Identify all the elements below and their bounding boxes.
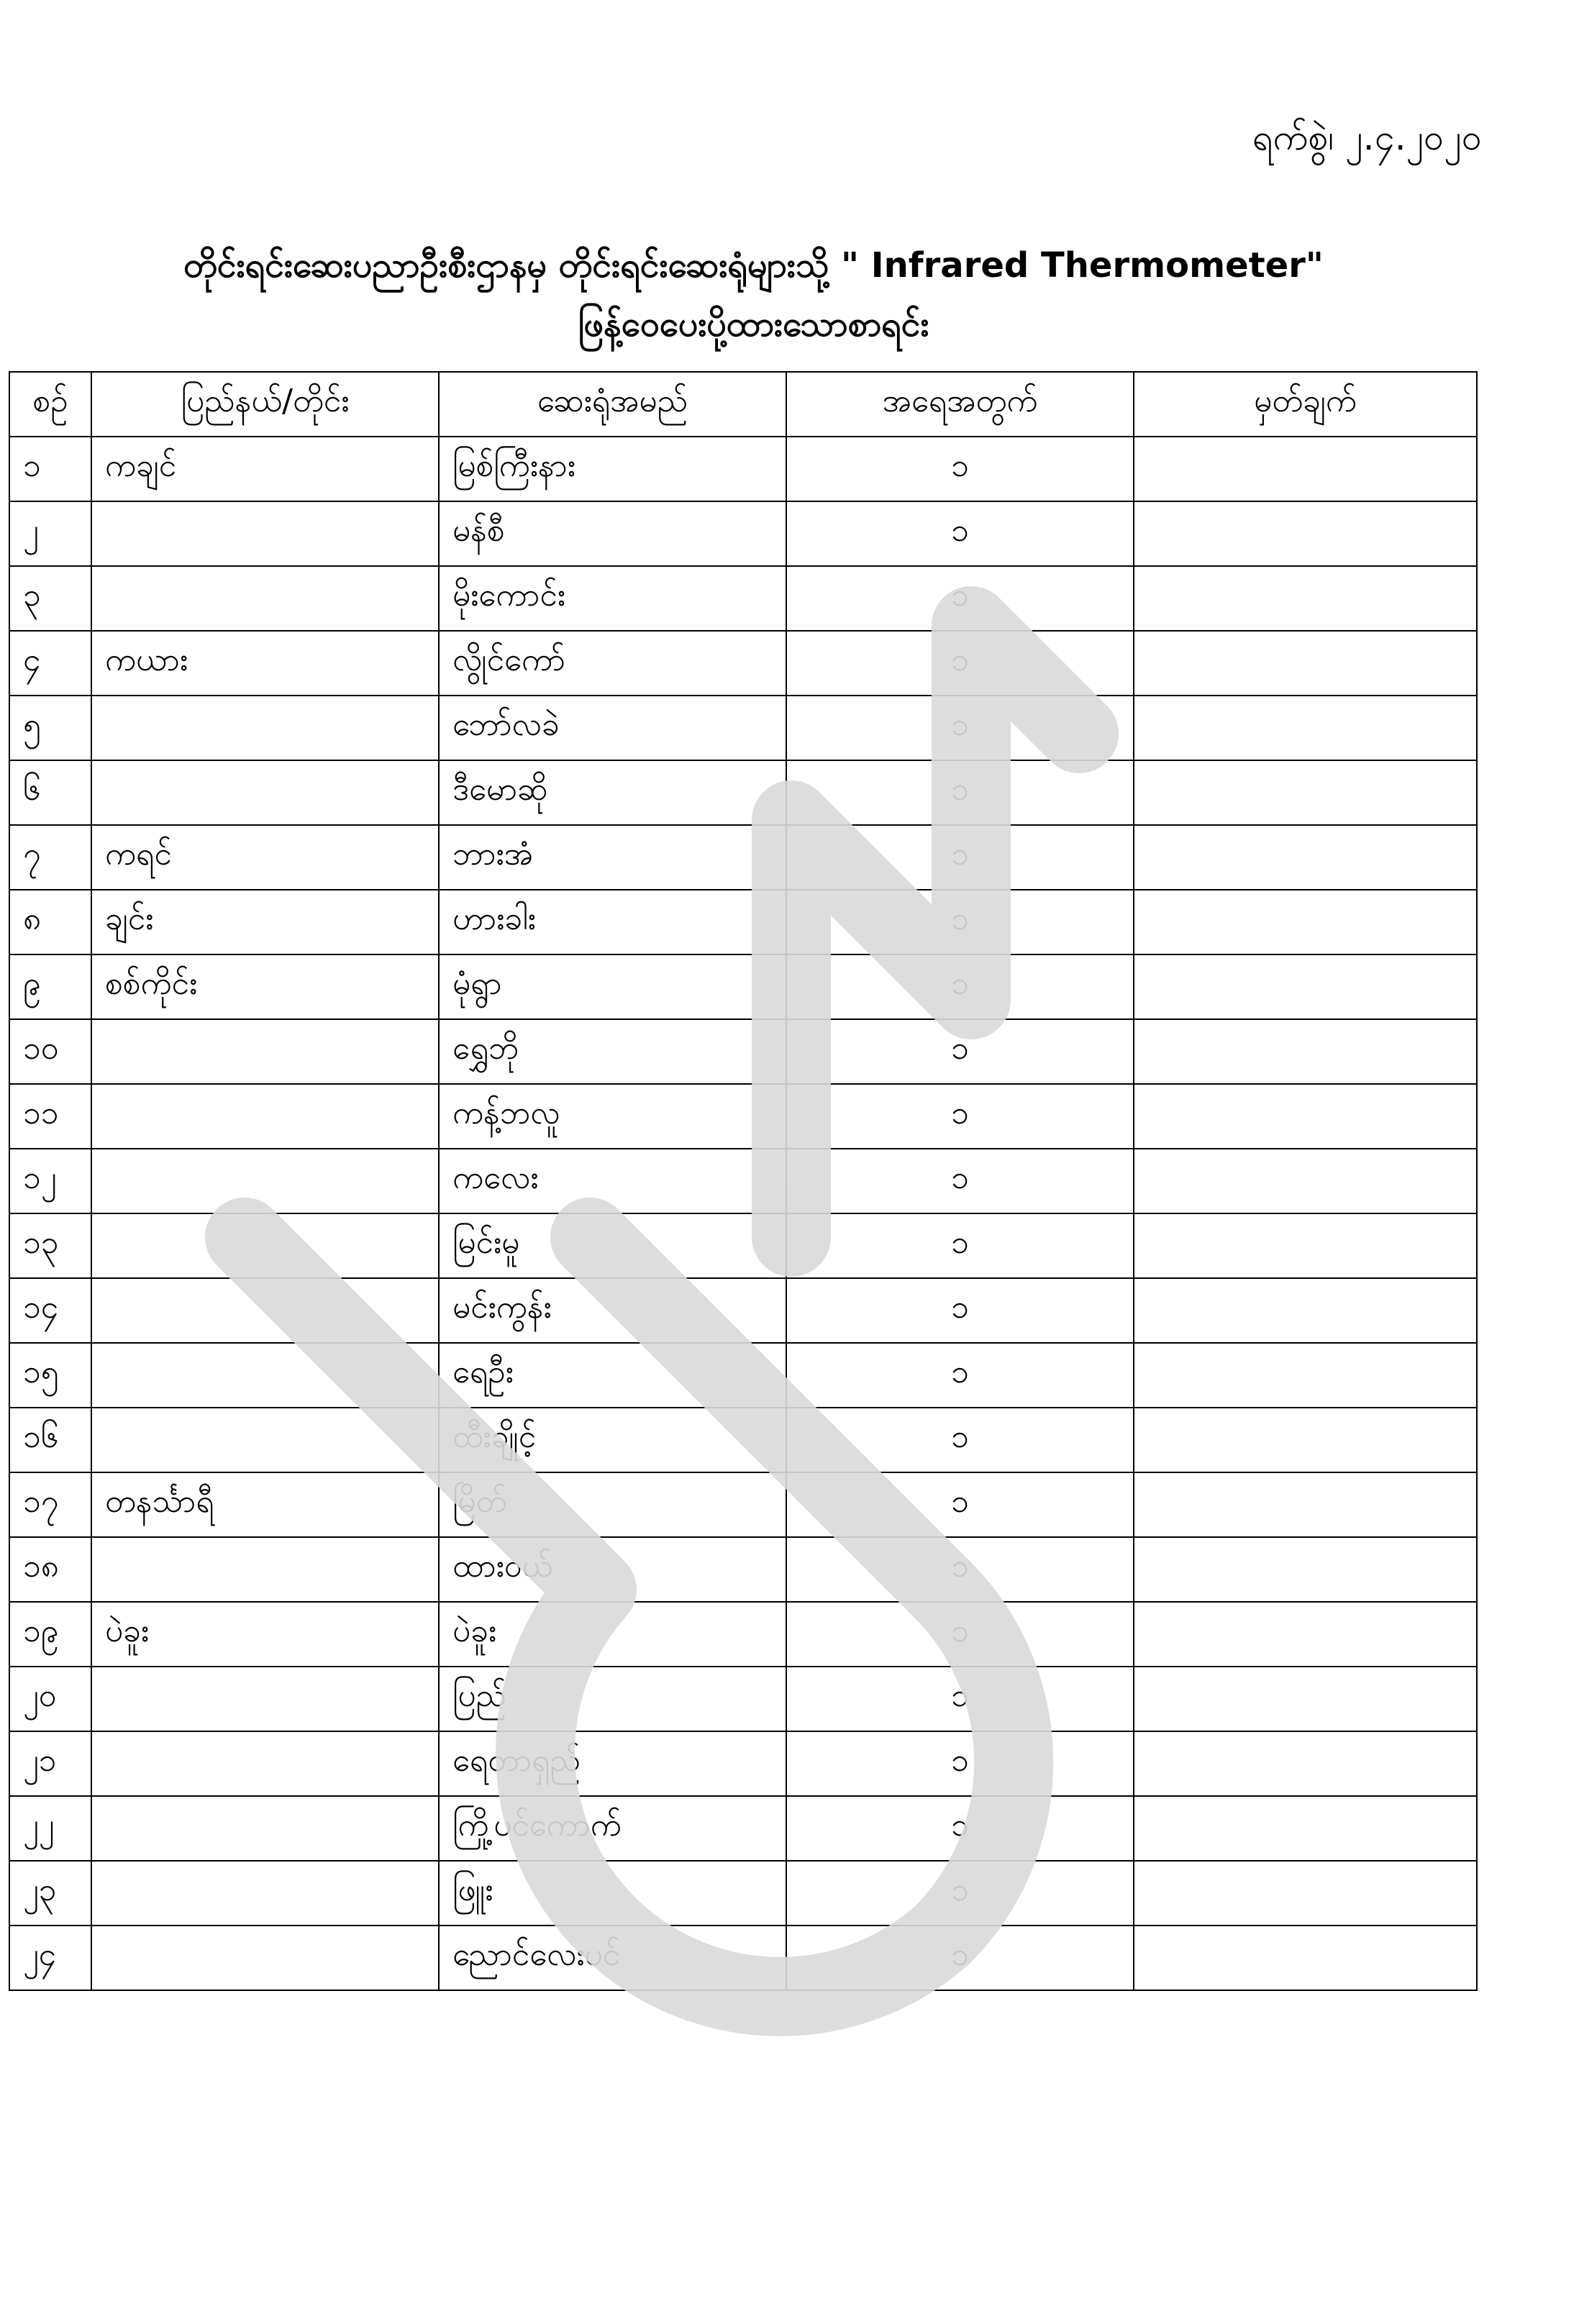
cell-remarks [1134, 1343, 1477, 1408]
cell-hospital: ပြည် [439, 1667, 786, 1731]
cell-state [91, 501, 439, 566]
header-no: စဉ် [9, 372, 91, 437]
cell-quantity: ၁ [786, 890, 1134, 954]
cell-state [91, 1343, 439, 1408]
cell-remarks [1134, 954, 1477, 1019]
cell-remarks [1134, 1278, 1477, 1343]
cell-quantity: ၁ [786, 1019, 1134, 1084]
cell-remarks [1134, 1861, 1477, 1926]
cell-no: ၂၂ [9, 1796, 91, 1861]
cell-state [91, 760, 439, 825]
cell-state [91, 566, 439, 631]
cell-hospital: လွိုင်ကော် [439, 631, 786, 696]
cell-state: စစ်ကိုင်း [91, 954, 439, 1019]
cell-remarks [1134, 1602, 1477, 1667]
cell-quantity: ၁ [786, 1667, 1134, 1731]
cell-state: ကယား [91, 631, 439, 696]
cell-remarks [1134, 825, 1477, 890]
cell-no: ၆ [9, 760, 91, 825]
table-body [9, 437, 1477, 1990]
table-row [9, 1537, 1477, 1602]
cell-hospital: ဘားအံ [439, 825, 786, 890]
cell-quantity: ၁ [786, 825, 1134, 890]
cell-quantity: ၁ [786, 1731, 1134, 1796]
cell-remarks [1134, 1472, 1477, 1537]
cell-no: ၁ [9, 437, 91, 501]
cell-quantity: ၁ [786, 1796, 1134, 1861]
table-row [9, 1213, 1477, 1278]
table-row [9, 566, 1477, 631]
title-line-2: ဖြန့်ဝေပေးပို့ထားသောစာရင်း [578, 304, 929, 345]
table-row [9, 825, 1477, 890]
cell-no: ၂၁ [9, 1731, 91, 1796]
cell-remarks [1134, 1213, 1477, 1278]
cell-state [91, 1861, 439, 1926]
cell-state [91, 1731, 439, 1796]
cell-remarks [1134, 437, 1477, 501]
table-row [9, 890, 1477, 954]
cell-quantity: ၁ [786, 1408, 1134, 1472]
document-title [0, 236, 1507, 354]
table-row [9, 760, 1477, 825]
document-date: ရက်စွဲ၊ ၂.၄.၂၀၂၀ [1252, 117, 1482, 158]
cell-quantity: ၁ [786, 1084, 1134, 1149]
cell-quantity: ၁ [786, 1213, 1134, 1278]
cell-remarks [1134, 501, 1477, 566]
cell-state [91, 1213, 439, 1278]
table-row [9, 696, 1477, 760]
table-row [9, 501, 1477, 566]
cell-remarks [1134, 1667, 1477, 1731]
cell-state: ကရင် [91, 825, 439, 890]
cell-hospital: မြစ်ကြီးနား [439, 437, 786, 501]
cell-hospital: ကြို့ပင်ကောက် [439, 1796, 786, 1861]
table-header-row [9, 372, 1477, 437]
cell-state [91, 1019, 439, 1084]
header-state: ပြည်နယ်/တိုင်း [91, 372, 439, 437]
cell-quantity: ၁ [786, 437, 1134, 501]
cell-remarks [1134, 1149, 1477, 1213]
table-row [9, 631, 1477, 696]
cell-hospital: ပဲခူး [439, 1602, 786, 1667]
cell-remarks [1134, 1019, 1477, 1084]
table-row [9, 1602, 1477, 1667]
cell-state [91, 696, 439, 760]
cell-no: ၂၀ [9, 1667, 91, 1731]
cell-hospital: ရွှေဘို [439, 1019, 786, 1084]
cell-hospital: မုံရွာ [439, 954, 786, 1019]
cell-hospital: မင်းကွန်း [439, 1278, 786, 1343]
cell-hospital: မြင်းမူ [439, 1213, 786, 1278]
cell-quantity: ၁ [786, 760, 1134, 825]
cell-remarks [1134, 1084, 1477, 1149]
table-row [9, 1278, 1477, 1343]
cell-hospital: ရေဦး [439, 1343, 786, 1408]
cell-hospital: ထားဝယ် [439, 1537, 786, 1602]
cell-quantity: ၁ [786, 1278, 1134, 1343]
cell-hospital: မိုးကောင်း [439, 566, 786, 631]
cell-no: ၃ [9, 566, 91, 631]
cell-no: ၁၃ [9, 1213, 91, 1278]
cell-quantity: ၁ [786, 1602, 1134, 1667]
cell-state: တနင်္သာရီ [91, 1472, 439, 1537]
cell-quantity: ၁ [786, 1537, 1134, 1602]
table-row [9, 1149, 1477, 1213]
cell-state [91, 1084, 439, 1149]
cell-remarks [1134, 696, 1477, 760]
cell-hospital: ရေတာရှည် [439, 1731, 786, 1796]
cell-no: ၁၅ [9, 1343, 91, 1408]
cell-remarks [1134, 566, 1477, 631]
cell-no: ၈ [9, 890, 91, 954]
cell-no: ၁၇ [9, 1472, 91, 1537]
cell-hospital: မြိတ် [439, 1472, 786, 1537]
header-remarks: မှတ်ချက် [1134, 372, 1477, 437]
cell-remarks [1134, 631, 1477, 696]
cell-state [91, 1408, 439, 1472]
cell-hospital: ဖြူး [439, 1861, 786, 1926]
cell-hospital: ကန့်ဘလူ [439, 1084, 786, 1149]
cell-state: ကချင် [91, 437, 439, 501]
table-row [9, 437, 1477, 501]
cell-hospital: ဒီမောဆို [439, 760, 786, 825]
cell-no: ၁၉ [9, 1602, 91, 1667]
cell-quantity: ၁ [786, 696, 1134, 760]
cell-no: ၇ [9, 825, 91, 890]
cell-state [91, 1537, 439, 1602]
title-line-1: တိုင်းရင်းဆေးပညာဦးစီးဌာနမှ တိုင်းရင်းဆေးရုံများသို့ " Infrared Thermometer" [183, 245, 1324, 286]
distribution-table [9, 371, 1478, 1991]
cell-state [91, 1667, 439, 1731]
table-row [9, 1796, 1477, 1861]
cell-remarks [1134, 1926, 1477, 1990]
table-row [9, 1472, 1477, 1537]
cell-quantity: ၁ [786, 631, 1134, 696]
cell-no: ၄ [9, 631, 91, 696]
cell-state [91, 1278, 439, 1343]
cell-no: ၂ [9, 501, 91, 566]
cell-quantity: ၁ [786, 1472, 1134, 1537]
header-quantity: အရေအတွက် [786, 372, 1134, 437]
cell-quantity: ၁ [786, 1343, 1134, 1408]
table-row [9, 1084, 1477, 1149]
cell-remarks [1134, 1731, 1477, 1796]
header-hospital: ဆေးရုံအမည် [439, 372, 786, 437]
cell-hospital: ဟားခါး [439, 890, 786, 954]
cell-state [91, 1796, 439, 1861]
cell-remarks [1134, 760, 1477, 825]
table-row [9, 1861, 1477, 1926]
cell-hospital: ဘော်လခဲ [439, 696, 786, 760]
cell-hospital: ကလေး [439, 1149, 786, 1213]
cell-quantity: ၁ [786, 1149, 1134, 1213]
cell-remarks [1134, 1408, 1477, 1472]
cell-hospital: ညောင်လေးပင် [439, 1926, 786, 1990]
cell-no: ၁၄ [9, 1278, 91, 1343]
table-row [9, 1343, 1477, 1408]
cell-state: ပဲခူး [91, 1602, 439, 1667]
cell-no: ၁၈ [9, 1537, 91, 1602]
cell-remarks [1134, 890, 1477, 954]
cell-quantity: ၁ [786, 501, 1134, 566]
cell-no: ၉ [9, 954, 91, 1019]
table-row [9, 1408, 1477, 1472]
cell-quantity: ၁ [786, 954, 1134, 1019]
table-row [9, 1731, 1477, 1796]
cell-state: ချင်း [91, 890, 439, 954]
cell-hospital: မန်စီ [439, 501, 786, 566]
cell-remarks [1134, 1796, 1477, 1861]
cell-hospital: ထီးချိုင့် [439, 1408, 786, 1472]
table-row [9, 954, 1477, 1019]
table-row [9, 1667, 1477, 1731]
cell-no: ၂၄ [9, 1926, 91, 1990]
cell-quantity: ၁ [786, 1861, 1134, 1926]
cell-no: ၂၃ [9, 1861, 91, 1926]
table-row [9, 1926, 1477, 1990]
cell-no: ၁၀ [9, 1019, 91, 1084]
cell-no: ၁၁ [9, 1084, 91, 1149]
cell-state [91, 1926, 439, 1990]
cell-no: ၅ [9, 696, 91, 760]
cell-state [91, 1149, 439, 1213]
cell-no: ၁၂ [9, 1149, 91, 1213]
table-row [9, 1019, 1477, 1084]
cell-quantity: ၁ [786, 566, 1134, 631]
cell-quantity: ၁ [786, 1926, 1134, 1990]
cell-no: ၁၆ [9, 1408, 91, 1472]
cell-remarks [1134, 1537, 1477, 1602]
